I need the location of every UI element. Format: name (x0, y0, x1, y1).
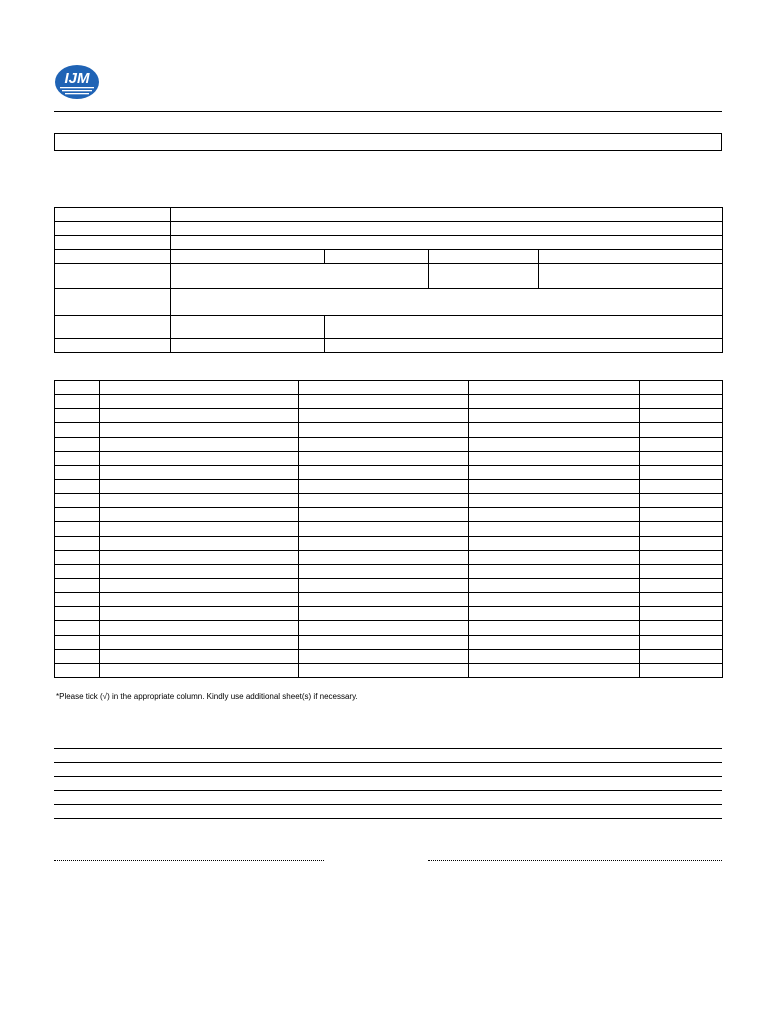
checklist-cell[interactable] (469, 635, 640, 649)
checklist-cell[interactable] (469, 508, 640, 522)
checklist-cell[interactable] (55, 451, 100, 465)
checklist-header-row (55, 381, 723, 395)
checklist-cell[interactable] (100, 465, 299, 479)
checklist-cell[interactable] (469, 494, 640, 508)
remarks-line[interactable] (54, 748, 722, 749)
info-value-cell[interactable] (171, 208, 723, 222)
remarks-line[interactable] (54, 776, 722, 777)
checklist-cell[interactable] (100, 663, 299, 677)
checklist-cell[interactable] (469, 536, 640, 550)
checklist-cell[interactable] (100, 621, 299, 635)
checklist-cell[interactable] (100, 593, 299, 607)
checklist-cell[interactable] (100, 522, 299, 536)
checklist-header-cell (469, 381, 640, 395)
checklist-cell[interactable] (55, 409, 100, 423)
signature-line-right[interactable] (428, 860, 722, 861)
info-value-cell[interactable] (171, 222, 723, 236)
checklist-header-cell (55, 381, 100, 395)
checklist-cell[interactable] (469, 409, 640, 423)
checklist-cell[interactable] (100, 508, 299, 522)
checklist-cell[interactable] (299, 508, 469, 522)
info-label-cell (55, 339, 171, 353)
checklist-cell[interactable] (469, 607, 640, 621)
checklist-cell[interactable] (640, 508, 723, 522)
checklist-cell[interactable] (640, 395, 723, 409)
checklist-cell[interactable] (100, 409, 299, 423)
info-label-cell (55, 264, 171, 289)
checklist-cell[interactable] (55, 663, 100, 677)
checklist-cell[interactable] (55, 423, 100, 437)
checklist-cell[interactable] (469, 522, 640, 536)
checklist-row (55, 536, 723, 550)
checklist-cell[interactable] (299, 578, 469, 592)
checklist-cell[interactable] (640, 522, 723, 536)
checklist-row (55, 593, 723, 607)
checklist-cell[interactable] (100, 550, 299, 564)
remarks-line[interactable] (54, 818, 722, 819)
info-value-cell[interactable] (171, 316, 325, 339)
checklist-cell[interactable] (299, 423, 469, 437)
checklist-row (55, 465, 723, 479)
checklist-cell[interactable] (640, 536, 723, 550)
checklist-cell[interactable] (100, 479, 299, 493)
checklist-cell[interactable] (469, 663, 640, 677)
info-label-cell (325, 250, 429, 264)
checklist-cell[interactable] (299, 465, 469, 479)
checklist-cell[interactable] (100, 564, 299, 578)
checklist-cell[interactable] (100, 578, 299, 592)
checklist-cell[interactable] (100, 437, 299, 451)
checklist-cell[interactable] (299, 663, 469, 677)
remarks-line[interactable] (54, 762, 722, 763)
checklist-cell[interactable] (55, 564, 100, 578)
checklist-cell[interactable] (640, 607, 723, 621)
checklist-cell[interactable] (55, 607, 100, 621)
checklist-cell[interactable] (640, 451, 723, 465)
checklist-cell[interactable] (55, 621, 100, 635)
checklist-row (55, 564, 723, 578)
checklist-row (55, 578, 723, 592)
checklist-row (55, 451, 723, 465)
checklist-cell[interactable] (469, 437, 640, 451)
checklist-row (55, 522, 723, 536)
checklist-cell[interactable] (299, 593, 469, 607)
remarks-line[interactable] (54, 804, 722, 805)
info-label-cell (55, 236, 171, 250)
checklist-cell[interactable] (55, 395, 100, 409)
info-value-cell[interactable] (171, 236, 723, 250)
checklist-cell[interactable] (55, 550, 100, 564)
info-value-cell[interactable] (171, 264, 429, 289)
checklist-row (55, 437, 723, 451)
checklist-cell[interactable] (100, 395, 299, 409)
checklist-table (54, 380, 723, 678)
checklist-row (55, 395, 723, 409)
checklist-cell[interactable] (640, 663, 723, 677)
info-label-cell (55, 316, 171, 339)
checklist-row (55, 550, 723, 564)
checklist-header-cell (640, 381, 723, 395)
checklist-row (55, 479, 723, 493)
checklist-cell[interactable] (469, 564, 640, 578)
checklist-cell[interactable] (469, 593, 640, 607)
company-logo (54, 64, 100, 100)
checklist-cell[interactable] (299, 437, 469, 451)
checklist-cell[interactable] (100, 536, 299, 550)
checklist-cell[interactable] (640, 465, 723, 479)
checklist-cell[interactable] (469, 395, 640, 409)
checklist-row (55, 649, 723, 663)
checklist-cell[interactable] (299, 451, 469, 465)
info-label-cell (55, 250, 171, 264)
checklist-cell[interactable] (55, 508, 100, 522)
checklist-cell[interactable] (100, 423, 299, 437)
checklist-row (55, 423, 723, 437)
checklist-cell[interactable] (55, 578, 100, 592)
checklist-row (55, 494, 723, 508)
info-value-cell[interactable] (325, 339, 723, 353)
info-value-cell[interactable] (539, 264, 723, 289)
checklist-cell[interactable] (640, 479, 723, 493)
info-value-cell[interactable] (325, 316, 723, 339)
checklist-cell[interactable] (299, 395, 469, 409)
checklist-cell[interactable] (640, 649, 723, 663)
checklist-cell[interactable] (299, 494, 469, 508)
checklist-cell[interactable] (640, 550, 723, 564)
info-label-cell (55, 289, 171, 316)
information-table (54, 207, 723, 353)
signature-line-left[interactable] (54, 860, 324, 861)
checklist-cell[interactable] (640, 423, 723, 437)
checklist-header-cell (299, 381, 469, 395)
info-value-cell[interactable] (171, 250, 325, 264)
checklist-cell[interactable] (640, 494, 723, 508)
checklist-cell[interactable] (640, 564, 723, 578)
info-value-cell[interactable] (171, 339, 325, 353)
checklist-cell[interactable] (640, 621, 723, 635)
info-value-cell[interactable] (539, 250, 723, 264)
info-label-cell (55, 222, 171, 236)
header-divider (54, 111, 722, 112)
checklist-cell[interactable] (469, 423, 640, 437)
checklist-cell[interactable] (640, 593, 723, 607)
checklist-cell[interactable] (299, 635, 469, 649)
checklist-cell[interactable] (640, 578, 723, 592)
checklist-cell[interactable] (469, 621, 640, 635)
checklist-cell[interactable] (299, 649, 469, 663)
checklist-row (55, 607, 723, 621)
checklist-row (55, 635, 723, 649)
checklist-row (55, 508, 723, 522)
checklist-cell[interactable] (299, 607, 469, 621)
checklist-cell[interactable] (299, 409, 469, 423)
form-title-box[interactable] (54, 133, 722, 151)
checklist-cell[interactable] (469, 578, 640, 592)
checklist-cell[interactable] (55, 494, 100, 508)
checklist-cell[interactable] (100, 451, 299, 465)
checklist-cell[interactable] (100, 494, 299, 508)
checklist-cell[interactable] (55, 522, 100, 536)
checklist-cell[interactable] (640, 409, 723, 423)
checklist-row (55, 621, 723, 635)
checklist-cell[interactable] (299, 550, 469, 564)
info-label-cell (429, 264, 539, 289)
checklist-cell[interactable] (100, 649, 299, 663)
checklist-cell[interactable] (299, 564, 469, 578)
checklist-header-cell (100, 381, 299, 395)
remarks-line[interactable] (54, 790, 722, 791)
checklist-cell[interactable] (640, 437, 723, 451)
checklist-cell[interactable] (469, 550, 640, 564)
checklist-cell[interactable] (55, 593, 100, 607)
checklist-cell[interactable] (100, 635, 299, 649)
checklist-cell[interactable] (469, 465, 640, 479)
checklist-cell[interactable] (469, 479, 640, 493)
info-value-cell[interactable] (171, 289, 723, 316)
checklist-cell[interactable] (55, 465, 100, 479)
checklist-row (55, 409, 723, 423)
checklist-cell[interactable] (299, 536, 469, 550)
checklist-cell[interactable] (55, 635, 100, 649)
checklist-cell[interactable] (640, 635, 723, 649)
info-value-cell[interactable] (429, 250, 539, 264)
checklist-cell[interactable] (55, 479, 100, 493)
checklist-cell[interactable] (100, 607, 299, 621)
checklist-cell[interactable] (299, 522, 469, 536)
footnote-text: *Please tick (√) in the appropriate column. Kindly use additional sheet(s) if necessary. (56, 692, 358, 701)
checklist-cell[interactable] (469, 649, 640, 663)
checklist-cell[interactable] (55, 437, 100, 451)
checklist-cell[interactable] (299, 621, 469, 635)
checklist-row (55, 663, 723, 677)
info-label-cell (55, 208, 171, 222)
checklist-cell[interactable] (55, 649, 100, 663)
checklist-cell[interactable] (299, 479, 469, 493)
checklist-cell[interactable] (55, 536, 100, 550)
svg-text:IJM: IJM (64, 70, 90, 87)
checklist-cell[interactable] (469, 451, 640, 465)
